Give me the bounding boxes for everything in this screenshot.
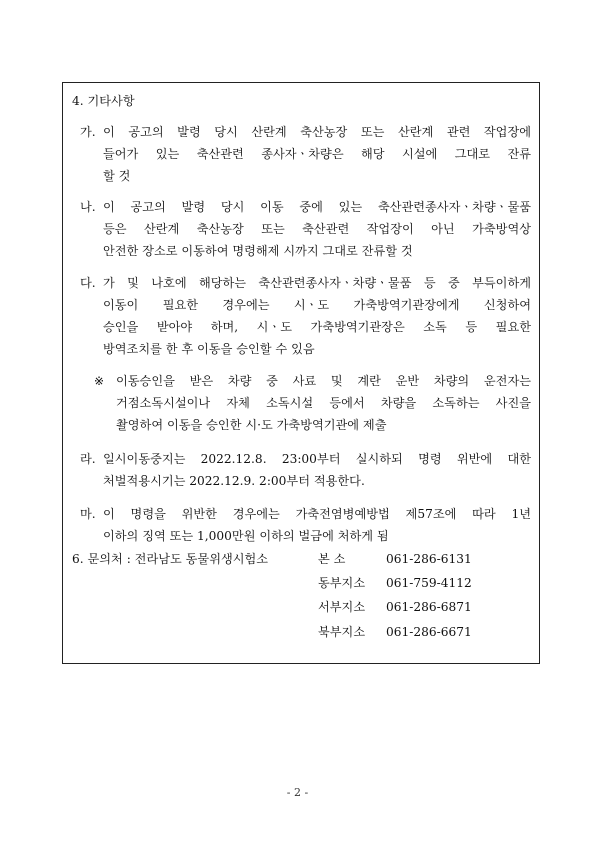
contact-phone-east: 061-759-4112	[386, 576, 472, 590]
item-na-line-1: 이 공고의 발령 당시 이동 중에 있는 축산관련종사자ㆍ차량ㆍ물품	[103, 200, 531, 214]
section-4-heading: 4. 기타사항	[72, 94, 135, 108]
contact-office-east: 동부지소	[318, 576, 366, 590]
item-ga-line-2: 들어가 있는 축산관련 종사자ㆍ차량은 해당 시설에 그대로 잔류	[103, 147, 531, 161]
note-line-3: 촬영하여 이동을 승인한 시·도 가축방역기관에 제출	[116, 418, 387, 432]
contact-office-west: 서부지소	[318, 600, 366, 614]
contact-phone-north: 061-286-6671	[386, 625, 472, 639]
note-line-2: 거점소독시설이나 자체 소독시설 등에서 차량을 소독하는 사진을	[116, 396, 531, 410]
item-na-marker: 나.	[80, 200, 96, 214]
item-ga-marker: 가.	[80, 125, 96, 139]
contact-phone-west: 061-286-6871	[386, 600, 472, 614]
contact-office-main: 본 소	[318, 552, 346, 566]
item-da-marker: 다.	[80, 276, 96, 290]
item-ra-line-1: 일시이동중지는 2022.12.8. 23:00부터 실시하되 명령 위반에 대한	[103, 452, 531, 466]
item-na-line-2: 등은 산란계 축산농장 또는 축산관련 작업장이 아닌 가축방역상	[103, 222, 531, 236]
note-line-1: 이동승인을 받은 차량 중 사료 및 계란 운반 차량의 운전자는	[116, 374, 531, 388]
item-ga-line-3: 할 것	[103, 169, 131, 183]
contact-office-north: 북부지소	[318, 625, 366, 639]
item-ra-line-2: 처벌적용시기는 2022.12.9. 2:00부터 적용한다.	[103, 474, 365, 488]
item-ma-line-2: 이하의 징역 또는 1,000만원 이하의 벌금에 처하게 됨	[103, 529, 389, 543]
item-na-line-3: 안전한 장소로 이동하여 명령해제 시까지 그대로 잔류할 것	[103, 244, 413, 258]
item-da-line-4: 방역조치를 한 후 이동을 승인할 수 있음	[103, 342, 315, 356]
section-6-heading: 6. 문의처 : 전라남도 동물위생시험소	[72, 552, 269, 566]
item-ma-line-1: 이 명령을 위반한 경우에는 가축전염병예방법 제57조에 따라 1년	[103, 507, 531, 521]
item-da-line-2: 이동이 필요한 경우에는 시ㆍ도 가축방역기관장에게 신청하여	[103, 298, 531, 312]
item-ga-line-1: 이 공고의 발령 당시 산란계 축산농장 또는 산란계 관련 작업장에	[103, 125, 531, 139]
item-da-line-3: 승인을 받아야 하며, 시ㆍ도 가축방역기관장은 소독 등 필요한	[103, 320, 531, 334]
contact-phone-main: 061-286-6131	[386, 552, 472, 566]
item-ma-marker: 마.	[80, 507, 96, 521]
item-da-line-1: 가 및 나호에 해당하는 축산관련종사자ㆍ차량ㆍ물품 등 중 부득이하게	[103, 276, 531, 290]
item-ra-marker: 라.	[80, 452, 96, 466]
page-number: - 2 -	[286, 786, 309, 799]
note-marker: ※	[94, 374, 105, 388]
